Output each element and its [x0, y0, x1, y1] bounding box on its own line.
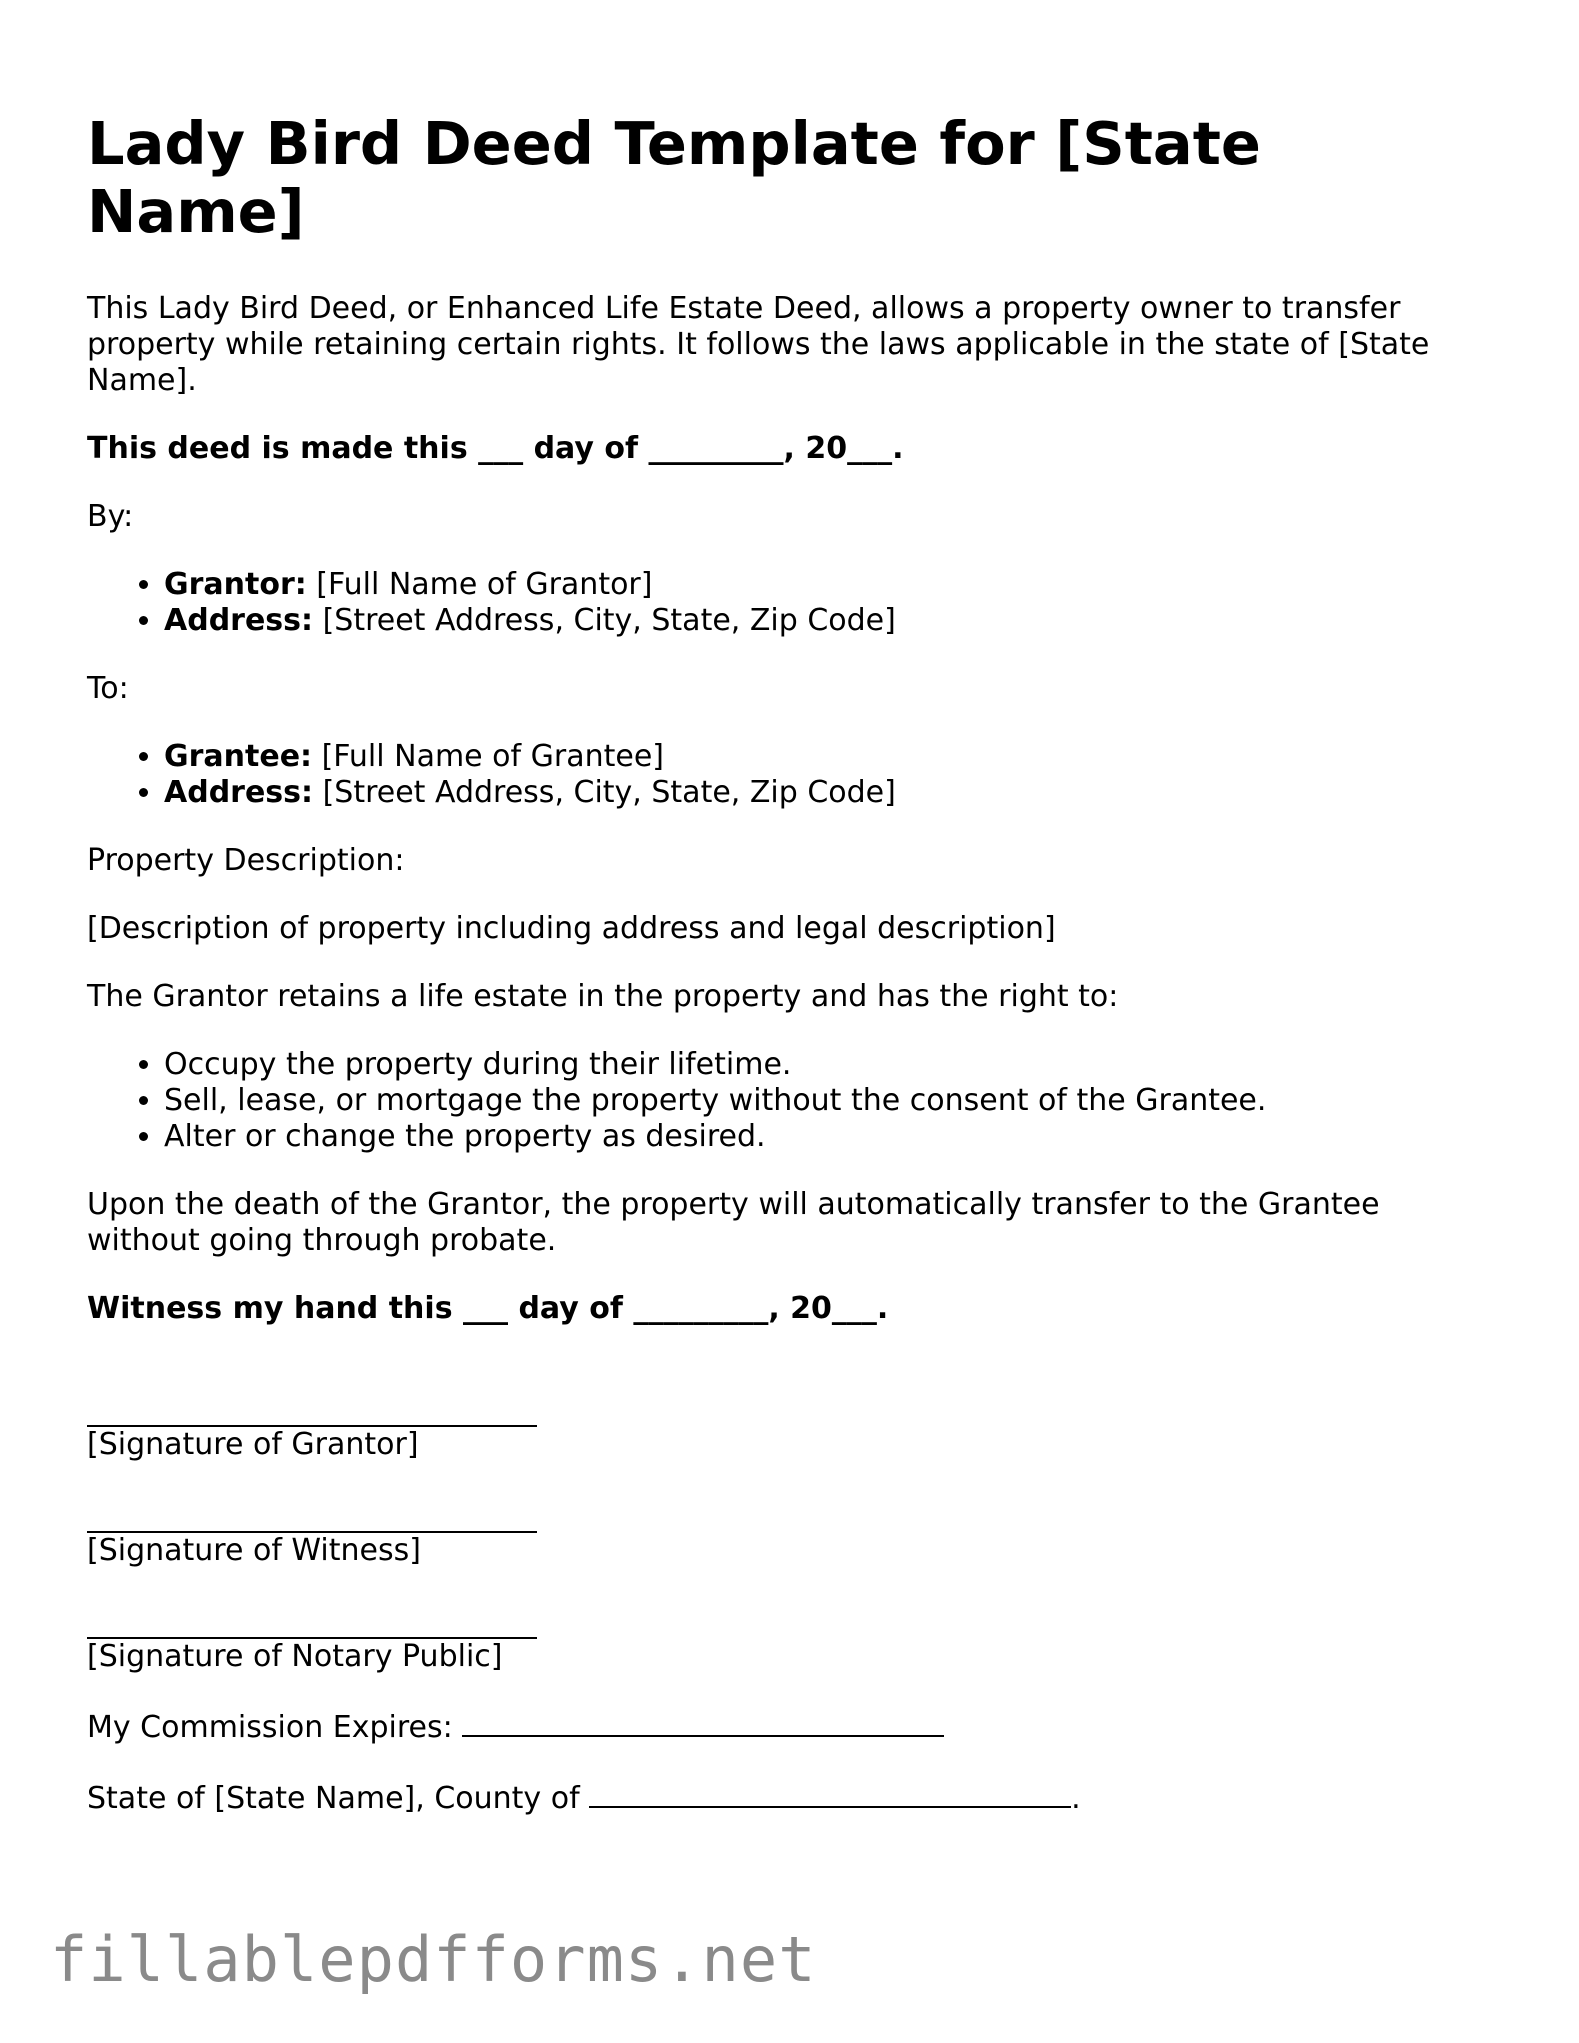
- death-clause: Upon the death of the Grantor, the property will automatically transfer to the Grantee without going through probate.: [87, 1187, 1380, 1258]
- made-date-line: This deed is made this ___ day of _________, 20___.: [87, 431, 904, 466]
- witness-signature-block: [87, 1495, 1487, 1569]
- property-label: Property Description:: [87, 843, 405, 878]
- grantor-name-item: [164, 567, 1487, 603]
- witness-signature-label: [Signature of Witness]: [87, 1533, 421, 1568]
- notary-signature-block: [87, 1601, 1487, 1675]
- grantor-address-item: [164, 603, 1487, 639]
- list-item: • Sell, lease, or mortgage the property without the consent of the Grantee.: [164, 1083, 1487, 1119]
- grantor-signature-block: [87, 1389, 1487, 1463]
- rights-list: [87, 1047, 1487, 1155]
- commission-expires-field[interactable]: [462, 1707, 944, 1737]
- intro-paragraph: This Lady Bird Deed, or Enhanced Life Estate Deed, allows a property owner to transfer property while retaining certain rights. It follows the laws applicable in the state of [State Name].: [87, 291, 1430, 398]
- witness-date-line: Witness my hand this ___ day of _________, 20___.: [87, 1291, 889, 1326]
- grantor-name-label: Grantor:: [164, 567, 307, 602]
- by-label: By:: [87, 499, 134, 534]
- grantee-list: [87, 739, 1487, 811]
- county-line-suffix: .: [1071, 1781, 1081, 1816]
- grantee-address-item: [164, 775, 1487, 811]
- property-value: [Description of property including address and legal description]: [87, 911, 1056, 946]
- commission-line: [87, 1707, 1487, 1746]
- notary-signature-label: [Signature of Notary Public]: [87, 1639, 503, 1674]
- notary-signature-line[interactable]: [87, 1601, 537, 1639]
- page-title: Lady Bird Deed Template for [State Name]: [87, 109, 1261, 246]
- grantee-address-value: [Street Address, City, State, Zip Code]: [313, 775, 896, 810]
- county-field[interactable]: [589, 1778, 1071, 1808]
- grantor-signature-line[interactable]: [87, 1389, 537, 1427]
- commission-label: My Commission Expires:: [87, 1710, 463, 1745]
- document-page: [87, 110, 1487, 1849]
- county-line: [87, 1778, 1487, 1817]
- list-item: • Alter or change the property as desired.: [164, 1119, 1487, 1155]
- grantor-signature-label: [Signature of Grantor]: [87, 1427, 419, 1462]
- grantee-name-value: [Full Name of Grantee]: [312, 739, 664, 774]
- watermark: fillablepdfforms.net: [50, 1923, 817, 1996]
- grantor-name-value: [Full Name of Grantor]: [306, 567, 653, 602]
- grantor-list: [87, 567, 1487, 639]
- grantee-address-label: Address:: [164, 775, 314, 810]
- grantee-name-item: [164, 739, 1487, 775]
- grantor-address-value: [Street Address, City, State, Zip Code]: [313, 603, 896, 638]
- to-label: To:: [87, 671, 129, 706]
- rights-intro: The Grantor retains a life estate in the property and has the right to:: [87, 979, 1119, 1014]
- grantor-address-label: Address:: [164, 603, 314, 638]
- grantee-name-label: Grantee:: [164, 739, 313, 774]
- list-item: • Occupy the property during their lifetime.: [164, 1047, 1487, 1083]
- witness-signature-line[interactable]: [87, 1495, 537, 1533]
- county-line-prefix: State of [State Name], County of: [87, 1781, 590, 1816]
